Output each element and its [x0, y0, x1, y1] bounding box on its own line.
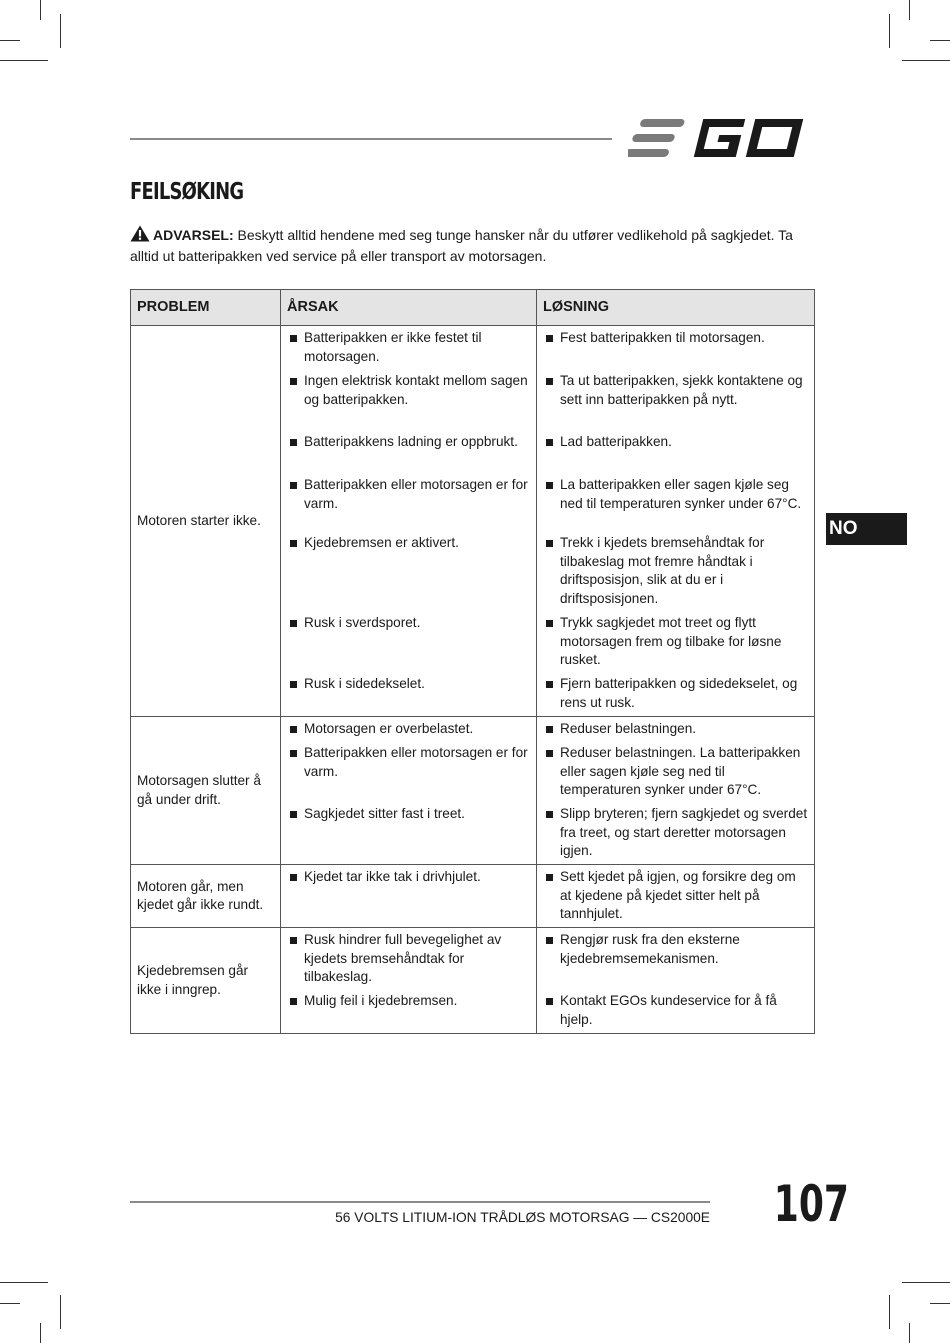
list-item: La batteripakken eller sagen kjøle seg ned til temperaturen synker under 67°C.	[543, 476, 808, 528]
crop-mark	[0, 60, 48, 61]
cause-group	[287, 865, 530, 927]
footer-text: 56 VOLTS LITIUM-ION TRÅDLØS MOTORSAG — CS2000E	[335, 1210, 710, 1225]
list-item: Ingen elektrisk kontakt mellom sagen og batteripakken.	[287, 372, 530, 427]
crop-mark	[0, 1303, 20, 1304]
crop-mark	[902, 60, 950, 61]
warning-triangle-icon	[130, 225, 150, 247]
solution-group	[543, 717, 808, 864]
cause-cell	[281, 326, 537, 717]
warning-label: ADVARSEL:	[153, 227, 234, 243]
troubleshooting-table	[130, 289, 815, 1034]
list-item: Batteripakkens ladning er oppbrukt.	[287, 433, 530, 470]
crop-mark	[60, 14, 61, 48]
table-row	[131, 865, 815, 928]
list-item: Sett kjedet på igjen, og forsikre deg om at kjedene på kjedet sitter helt på tannhjulet.	[543, 868, 808, 923]
cause-cell	[281, 717, 537, 865]
cause-group	[287, 717, 530, 864]
cause-group	[287, 928, 530, 1033]
list-item: Fjern batteripakken og sidedekselet, og rens ut rusk.	[543, 675, 808, 712]
crop-mark	[0, 1282, 48, 1283]
list-item: Rusk hindrer full bevegelighet av kjedets bremsehåndtak for tilbakeslag.	[287, 931, 530, 986]
list-item: Motorsagen er overbelastet.	[287, 720, 530, 738]
list-item: Trekk i kjedets bremsehåndtak for tilbakeslag mot fremre håndtak i driftsposisjon, slik at du er i driftsposisjonen.	[543, 534, 808, 608]
section-title: FEILSØKING	[130, 179, 244, 205]
header-problem: PROBLEM	[131, 290, 281, 326]
warning-text: Beskytt alltid hendene med seg tunge hansker når du utfører vedlikehold på sagkjedet. Ta alltid ut batteripakken ved service på eller transport av motorsagen.	[130, 227, 793, 264]
header-rule	[130, 138, 612, 140]
list-item: Ta ut batteripakken, sjekk kontaktene og sett inn batteripakken på nytt.	[543, 372, 808, 427]
list-item: Reduser belastningen. La batteripakken eller sagen kjøle seg ned til temperaturen synker under 67°C.	[543, 744, 808, 799]
solution-cell	[537, 326, 815, 717]
cause-group	[287, 326, 530, 716]
list-item: Kjedebremsen er aktivert.	[287, 534, 530, 608]
crop-mark	[902, 1282, 950, 1283]
solution-group	[543, 928, 808, 1033]
cause-cell	[281, 865, 537, 928]
table-header-row	[131, 290, 815, 326]
problem-cell: Motorsagen slutter å gå under drift.	[131, 717, 281, 865]
crop-mark	[930, 40, 950, 41]
list-item: Trykk sagkjedet mot treet og flytt motorsagen frem og tilbake for løsne rusket.	[543, 614, 808, 669]
ego-logo	[628, 116, 814, 160]
list-item: Sagkjedet sitter fast i treet.	[287, 805, 530, 860]
crop-mark	[40, 0, 41, 20]
list-item: Kjedet tar ikke tak i drivhjulet.	[287, 868, 530, 923]
solution-cell	[537, 928, 815, 1034]
crop-mark	[909, 1323, 910, 1343]
list-item: Batteripakken eller motorsagen er for varm.	[287, 476, 530, 528]
problem-cell: Motoren går, men kjedet går ikke rundt.	[131, 865, 281, 928]
table-row	[131, 326, 815, 717]
list-item: Kontakt EGOs kundeservice for å få hjelp.	[543, 992, 808, 1029]
crop-mark	[889, 1295, 890, 1329]
header-cause: ÅRSAK	[281, 290, 537, 326]
warning-block	[130, 225, 820, 266]
header-solution: LØSNING	[537, 290, 815, 326]
list-item: Slipp bryteren; fjern sagkjedet og sverdet fra treet, og start deretter motorsagen igjen.	[543, 805, 808, 860]
crop-mark	[0, 40, 20, 41]
crop-mark	[60, 1295, 61, 1329]
crop-mark	[930, 1303, 950, 1304]
list-item: Batteripakken er ikke festet til motorsagen.	[287, 329, 530, 366]
problem-cell: Kjedebremsen går ikke i inngrep.	[131, 928, 281, 1034]
crop-mark	[909, 0, 910, 20]
list-item: Rusk i sidedekselet.	[287, 675, 530, 712]
cause-cell	[281, 928, 537, 1034]
list-item: Rengjør rusk fra den eksterne kjedebremsemekanismen.	[543, 931, 808, 986]
list-item: Fest batteripakken til motorsagen.	[543, 329, 808, 366]
table-row	[131, 928, 815, 1034]
solution-group	[543, 326, 808, 716]
list-item: Batteripakken eller motorsagen er for varm.	[287, 744, 530, 799]
list-item: Rusk i sverdsporet.	[287, 614, 530, 669]
solution-group	[543, 865, 808, 927]
list-item: Reduser belastningen.	[543, 720, 808, 738]
list-item: Lad batteripakken.	[543, 433, 808, 470]
footer-rule	[130, 1201, 710, 1203]
crop-mark	[40, 1323, 41, 1343]
language-tab: NO	[826, 513, 907, 545]
table-row	[131, 717, 815, 865]
solution-cell	[537, 865, 815, 928]
crop-mark	[889, 14, 890, 48]
problem-cell: Motoren starter ikke.	[131, 326, 281, 717]
list-item: Mulig feil i kjedebremsen.	[287, 992, 530, 1029]
page-number: 107	[773, 1175, 849, 1233]
solution-cell	[537, 717, 815, 865]
